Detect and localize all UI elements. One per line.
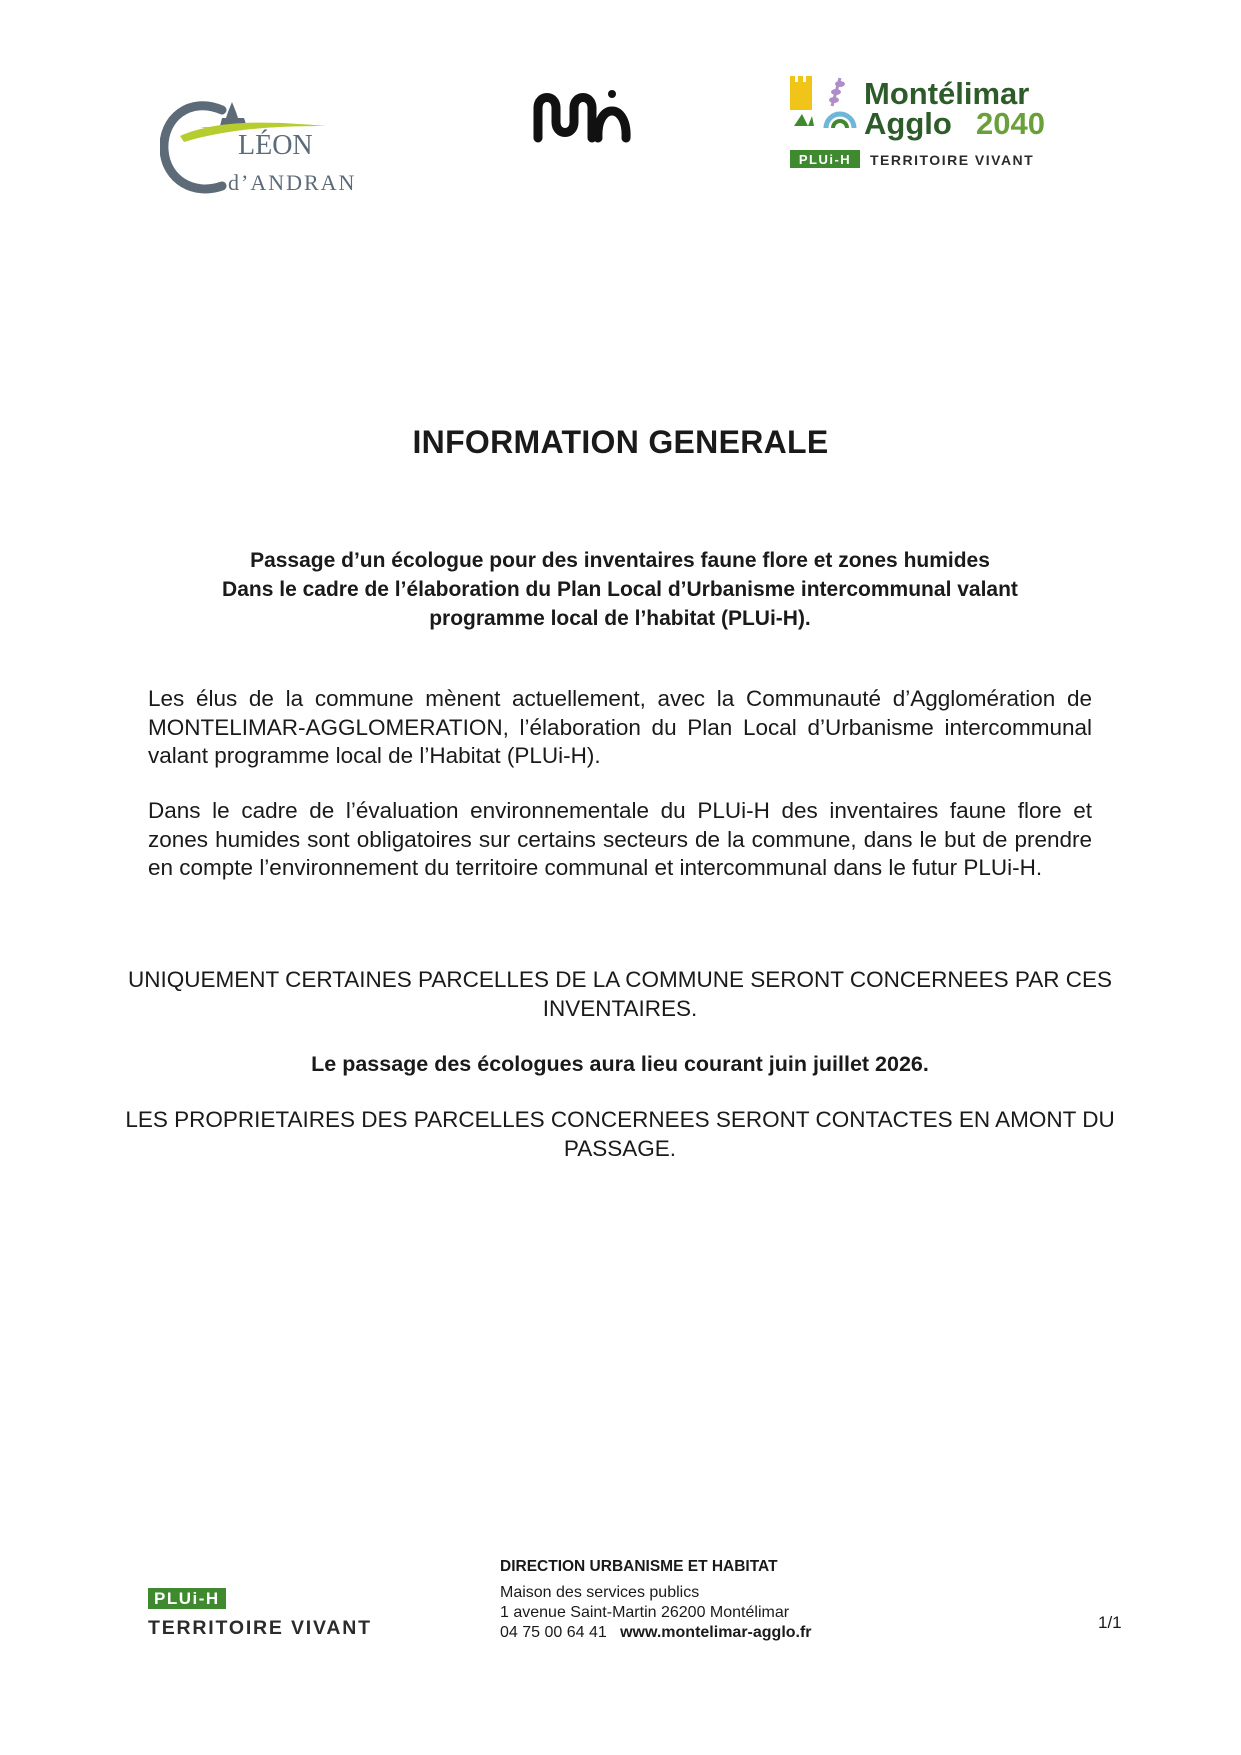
agglo-tagline: TERRITOIRE VIVANT xyxy=(870,152,1035,168)
footer-tagline: TERRITOIRE VIVANT xyxy=(148,1617,372,1639)
cleon-dandran-logo xyxy=(160,88,390,208)
document-subtitle xyxy=(150,546,1090,633)
andran-logo-text: d’ANDRAN xyxy=(228,170,357,195)
subtitle-line: Passage d’un écologue pour des inventaires faune flore et zones humides xyxy=(250,549,990,572)
footer-direction: DIRECTION URBANISME ET HABITAT xyxy=(500,1558,778,1575)
footer-website-link[interactable]: www.montelimar-agglo.fr xyxy=(620,1624,812,1641)
plant-icon xyxy=(794,114,814,126)
paragraph-1: Les élus de la commune mènent actuellement, avec la Communauté d’Agglomération de MONTELIMAR-AGGLOMERATION, l’élaboration du Plan Local d’Urbanisme intercommunal valant programme local de l’Habitat (PLUi-H). xyxy=(148,686,1092,768)
footer-plui-badge: PLUi-H xyxy=(148,1588,226,1609)
ma-logo xyxy=(532,82,632,146)
agglo-montelimar-text: Montélimar xyxy=(864,76,1030,111)
subtitle-line: Dans le cadre de l’élaboration du Plan Local d’Urbanisme intercommunal valant xyxy=(222,578,1018,601)
document-title: INFORMATION GENERALE xyxy=(412,424,829,460)
notice-proprietaires: LES PROPRIETAIRES DES PARCELLES CONCERNEES SERONT CONTACTES EN AMONT DU PASSAGE. xyxy=(125,1107,1115,1161)
agglo-logo-graphic xyxy=(788,76,1078,176)
footer-plui-logo xyxy=(148,1588,372,1640)
footer-phone: 04 75 00 64 41 xyxy=(500,1624,607,1641)
footer-address xyxy=(500,1557,812,1643)
footer-address-line2: 1 avenue Saint-Martin 26200 Montélimar xyxy=(500,1604,790,1621)
subtitle-line: programme local de l’habitat (PLUi-H). xyxy=(429,607,811,630)
agglo-plui-badge: PLUi-H xyxy=(798,152,852,167)
castle-icon xyxy=(790,82,812,110)
ma-logo-graphic xyxy=(532,82,632,146)
cleon-logo-text: LÉON xyxy=(238,130,313,161)
footer-address-line1: Maison des services publics xyxy=(500,1584,700,1601)
page-number: 1/1 xyxy=(1098,1613,1122,1632)
notice-date: Le passage des écologues aura lieu courant juin juillet 2026. xyxy=(311,1052,929,1076)
footer-contact xyxy=(500,1623,812,1643)
agglo-year-text: 2040 xyxy=(976,106,1045,141)
agglo-agglo-text: Agglo xyxy=(864,106,952,141)
paragraph-2: Dans le cadre de l’évaluation environnementale du PLUi-H des inventaires faune flore et zones humides sont obligatoires sur certains secteurs de la commune, dans le but de prendre en compte l’environnement du territoire communal et intercommunal dans le futur PLUi-H. xyxy=(148,798,1092,880)
cleon-logo-graphic xyxy=(160,88,390,208)
notice-parcelles: UNIQUEMENT CERTAINES PARCELLES DE LA COMMUNE SERONT CONCERNEES PAR CES INVENTAIRES. xyxy=(128,967,1112,1021)
montelimar-agglo-logo xyxy=(788,76,1078,176)
